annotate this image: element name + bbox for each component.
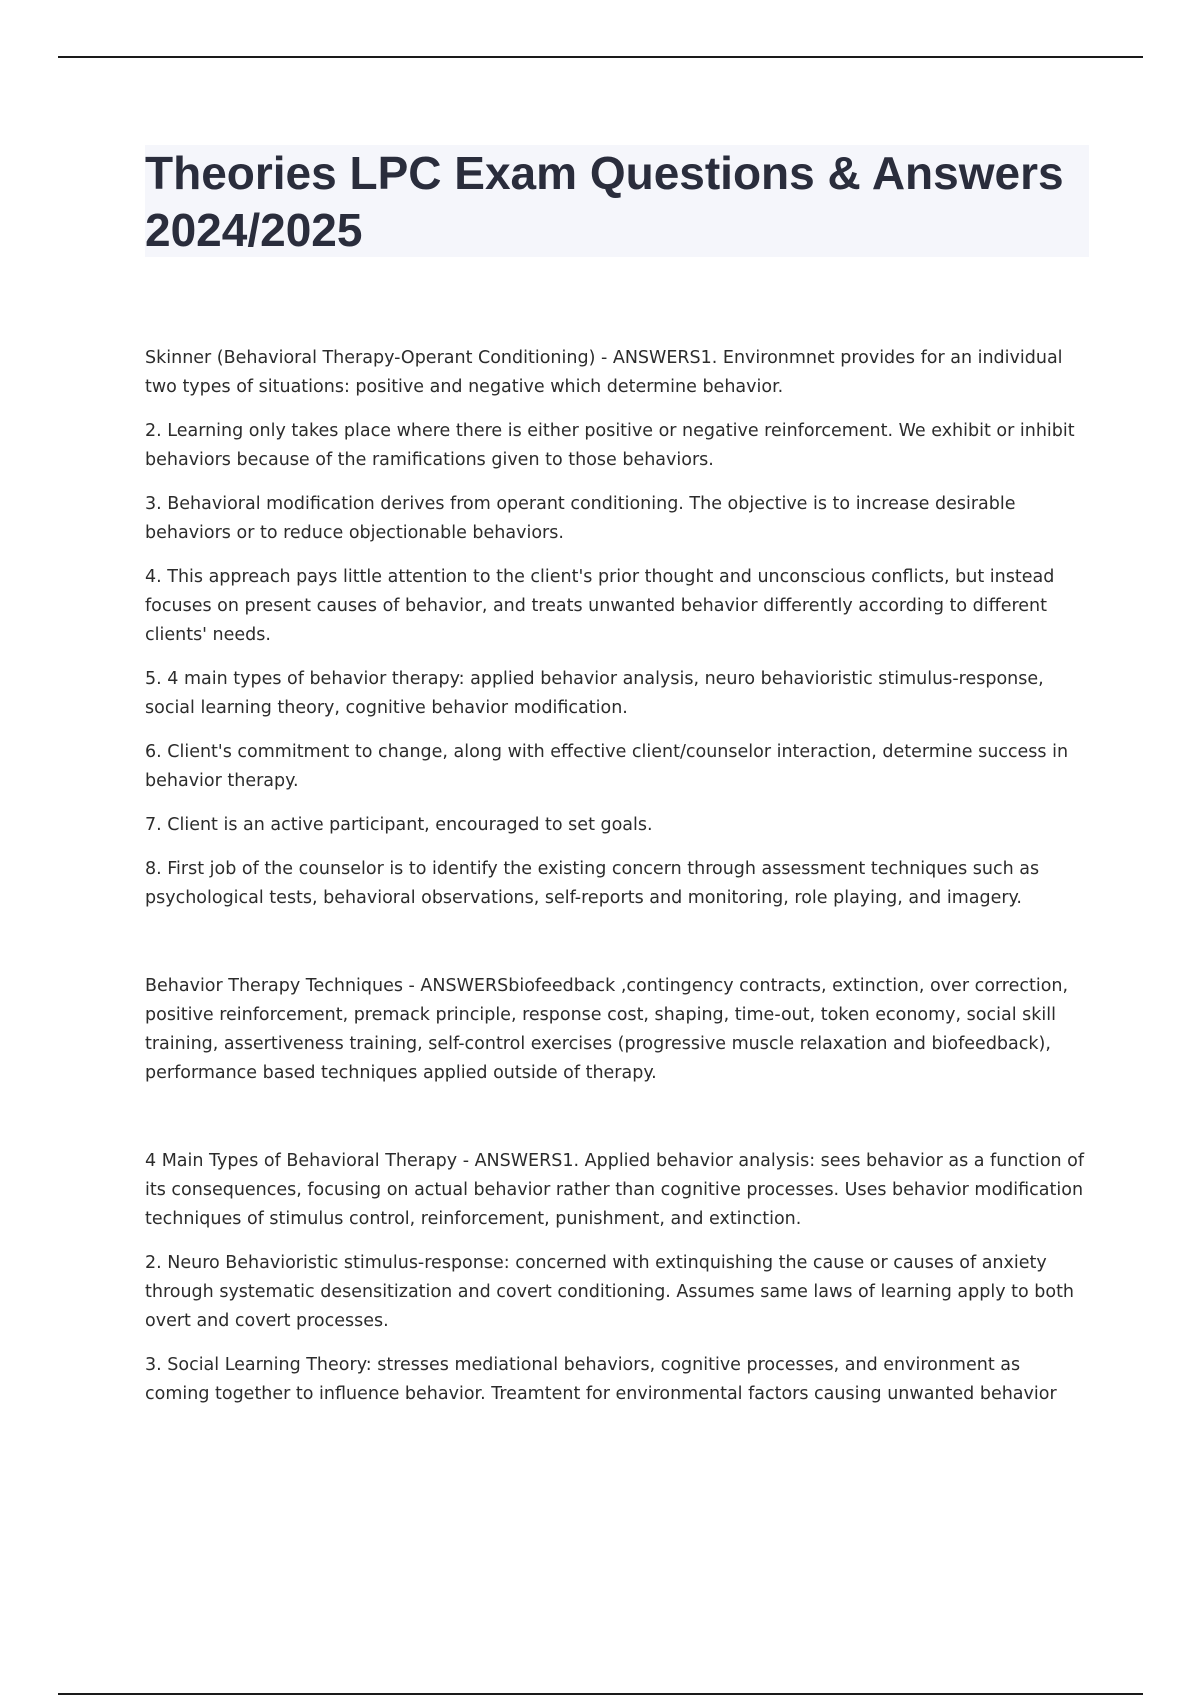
paragraph: Behavior Therapy Techniques - ANSWERSbiofeedback ,contingency contracts, extinction, over correction, positive reinforcement, premack principle, response cost, shaping, time-out, token economy, social skill training, assertiveness training, self-control exercises (progressive muscle relaxation and biofeedback), performance based techniques applied outside of therapy. xyxy=(145,976,1069,1083)
paragraph: 4 Main Types of Behavioral Therapy - ANSWERS1. Applied behavior analysis: sees behavior as a function of its consequences, focusing on actual behavior rather than cognitive processes. Uses behavior modification techniques of stimulus control, reinforcement, punishment, and extinction. xyxy=(145,1151,1084,1229)
qa-section-techniques xyxy=(145,972,1089,1088)
paragraph: 3. Behavioral modification derives from operant conditioning. The objective is to increase desirable behaviors or to reduce objectionable behaviors. xyxy=(145,494,1016,543)
paragraph: 7. Client is an active participant, encouraged to set goals. xyxy=(145,815,653,835)
paragraph: 2. Neuro Behavioristic stimulus-response: concerned with extinquishing the cause or causes of anxiety through systematic desensitization and covert conditioning. Assumes same laws of learning apply to both overt and covert processes. xyxy=(145,1253,1075,1331)
paragraph: Skinner (Behavioral Therapy-Operant Conditioning) - ANSWERS1. Environmnet provides for an individual two types of situations: positive and negative which determine behavior. xyxy=(145,348,1063,397)
paragraph: 3. Social Learning Theory: stresses mediational behaviors, cognitive processes, and environment as coming together to influence behavior. Treamtent for environmental factors causing unwanted behavior xyxy=(145,1355,1057,1404)
title-banner xyxy=(145,145,1089,257)
paragraph: 8. First job of the counselor is to identify the existing concern through assessment techniques such as psychological tests, behavioral observations, self-reports and monitoring, role playing, and imagery. xyxy=(145,859,1040,908)
document-title: Theories LPC Exam Questions & Answers 2024/2025 xyxy=(145,147,1064,256)
paragraph: 2. Learning only takes place where there is either positive or negative reinforcement. We exhibit or inhibit behaviors because of the ramifications given to those behaviors. xyxy=(145,421,1075,470)
paragraph: 5. 4 main types of behavior therapy: applied behavior analysis, neuro behavioristic stimulus-response, social learning theory, cognitive behavior modification. xyxy=(145,669,1044,718)
bottom-divider xyxy=(58,1693,1143,1695)
section-spacer xyxy=(145,928,1089,972)
section-spacer xyxy=(145,1103,1089,1147)
paragraph: 6. Client's commitment to change, along with effective client/counselor interaction, determine success in behavior therapy. xyxy=(145,742,1069,791)
qa-section-skinner xyxy=(145,344,1089,913)
qa-section-main-types xyxy=(145,1147,1089,1409)
paragraph: 4. This appreach pays little attention to the client's prior thought and unconscious conflicts, but instead focuses on present causes of behavior, and treats unwanted behavior differently according to different clients' needs. xyxy=(145,567,1055,645)
document-body xyxy=(145,344,1089,1424)
top-divider xyxy=(58,56,1143,58)
